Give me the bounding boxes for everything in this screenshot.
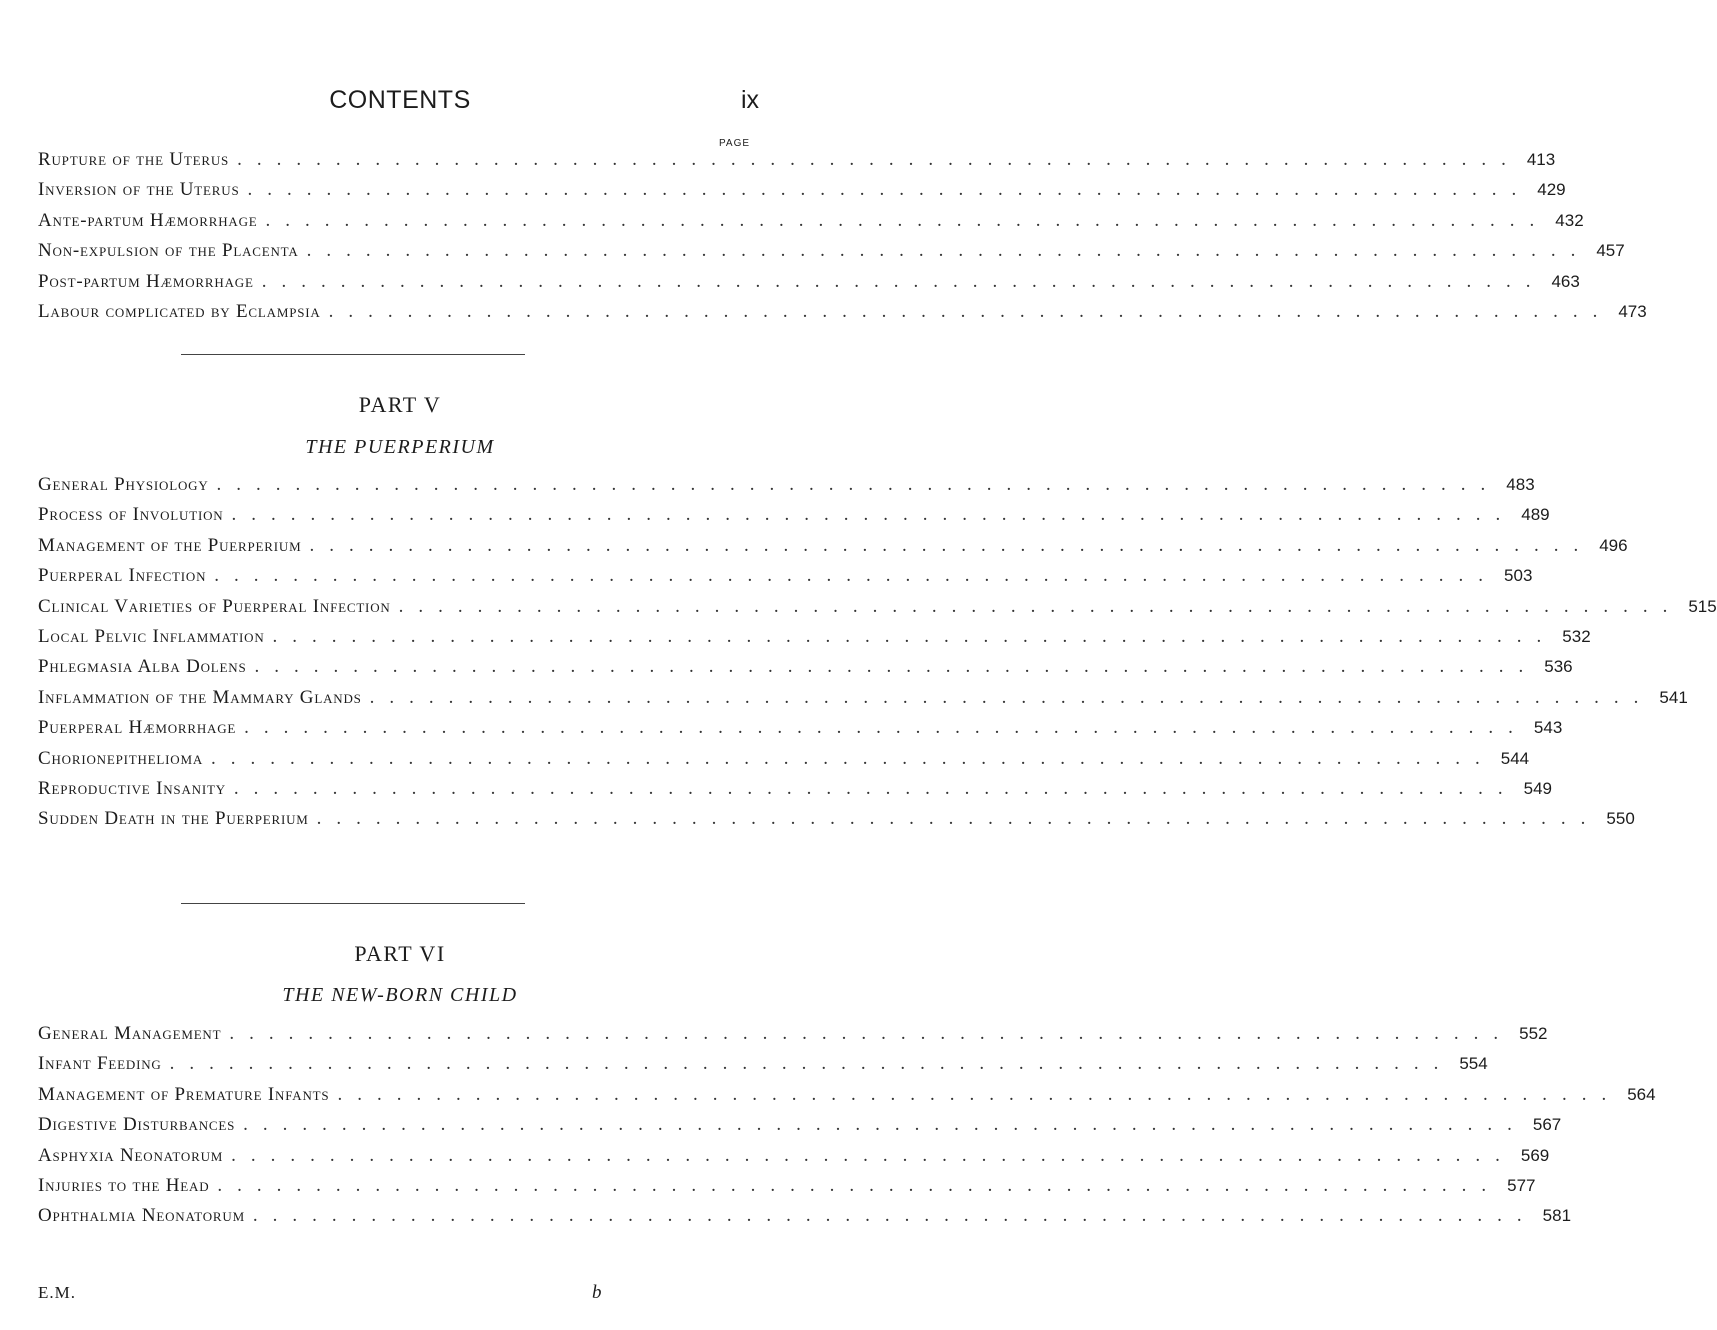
dot-leaders: ................................................................. xyxy=(229,1023,1514,1044)
toc-entry-title: Non-expulsion of the Placenta xyxy=(38,240,299,262)
part-subtitle: THE NEW-BORN CHILD xyxy=(282,984,518,1006)
toc-entry-page: 564 xyxy=(1627,1084,1656,1104)
toc-entry[interactable] xyxy=(38,504,1550,534)
toc-entry-title: Inversion of the Uterus xyxy=(38,179,240,201)
toc-entry-page: 473 xyxy=(1618,301,1647,321)
sheet-mark: b xyxy=(592,1282,602,1303)
toc-entry-title: General Physiology xyxy=(38,474,209,495)
toc-entry[interactable] xyxy=(38,565,1533,595)
dot-leaders: ................................................................. xyxy=(309,534,1594,556)
toc-entry[interactable] xyxy=(38,747,1530,778)
toc-entry[interactable] xyxy=(38,625,1591,656)
toc-entry-page: 550 xyxy=(1606,809,1635,829)
dot-leaders: ................................................................. xyxy=(272,625,1557,647)
toc-entry-page: 413 xyxy=(1526,150,1556,169)
dot-leaders: ................................................................. xyxy=(316,808,1601,830)
toc-entry-page: 496 xyxy=(1599,535,1628,555)
dot-leaders: ................................................................. xyxy=(252,1205,1537,1227)
toc-entry[interactable] xyxy=(38,149,1556,179)
toc-entry[interactable] xyxy=(38,808,1635,838)
dot-leaders: ................................................................. xyxy=(254,656,1539,678)
part-heading: PART V xyxy=(358,392,442,417)
toc-entry-title: Asphyxia Neonatorum xyxy=(38,1144,224,1166)
toc-entry-page: 543 xyxy=(1533,718,1563,738)
toc-section-part-vi xyxy=(38,1023,1656,1236)
section-divider xyxy=(181,354,525,355)
dot-leaders: ................................................................. xyxy=(261,270,1546,292)
dot-leaders: ................................................................. xyxy=(169,1053,1454,1075)
dot-leaders: ................................................................. xyxy=(233,777,1518,799)
toc-entry[interactable] xyxy=(38,1114,1562,1144)
toc-entry-page: 503 xyxy=(1504,566,1533,586)
toc-entry-title: Post-partum Hæmorrhage xyxy=(38,270,254,292)
toc-entry[interactable] xyxy=(38,1053,1488,1083)
toc-entry-title: Management of the Puerperium xyxy=(38,534,302,556)
toc-entry-title: Reproductive Insanity xyxy=(38,777,226,799)
toc-entry[interactable] xyxy=(38,1023,1548,1053)
toc-entry-title: Sudden Death in the Puerperium xyxy=(38,808,309,830)
dot-leaders: ................................................................. xyxy=(214,565,1499,587)
toc-entry-page: 569 xyxy=(1520,1145,1550,1165)
toc-entry-page: 554 xyxy=(1459,1054,1488,1074)
toc-entry[interactable] xyxy=(38,1083,1656,1114)
toc-entry-page: 581 xyxy=(1542,1206,1572,1226)
toc-entry-title: Ante-partum Hæmorrhage xyxy=(38,209,258,231)
toc-entry[interactable] xyxy=(38,179,1566,209)
toc-entry-page: 457 xyxy=(1596,241,1625,261)
dot-leaders: ................................................................. xyxy=(216,474,1501,495)
toc-entry[interactable] xyxy=(38,595,1717,626)
toc-entry-page: 577 xyxy=(1507,1175,1536,1195)
toc-entry-title: Phlegmasia Alba Dolens xyxy=(38,656,247,678)
toc-entry-title: Clinical Varieties of Puerperal Infection xyxy=(38,595,391,617)
toc-entry[interactable] xyxy=(38,534,1628,565)
part-subtitle: THE PUERPERIUM xyxy=(305,436,495,458)
dot-leaders: ................................................................. xyxy=(211,747,1495,769)
dot-leaders: ................................................................. xyxy=(231,1144,1515,1166)
toc-entry[interactable] xyxy=(38,777,1553,808)
page-column-label: PAGE xyxy=(719,138,751,149)
toc-entry[interactable] xyxy=(38,656,1573,686)
toc-entry-page: 463 xyxy=(1551,271,1580,291)
toc-entry[interactable] xyxy=(38,1205,1572,1235)
toc-entry-page: 429 xyxy=(1537,180,1566,200)
dot-leaders: ................................................................. xyxy=(328,300,1613,322)
toc-entry-page: 432 xyxy=(1555,210,1584,230)
toc-entry-page: 536 xyxy=(1544,657,1573,677)
dot-leaders: ................................................................. xyxy=(398,595,1683,617)
toc-entry[interactable] xyxy=(38,1174,1536,1205)
toc-entry[interactable] xyxy=(38,270,1580,301)
toc-entry-page: 489 xyxy=(1521,505,1550,525)
toc-entry-title: Ophthalmia Neonatorum xyxy=(38,1205,245,1227)
dot-leaders: ................................................................. xyxy=(337,1083,1622,1105)
toc-entry-title: Infant Feeding xyxy=(38,1053,162,1075)
toc-entry-title: Labour complicated by Eclampsia xyxy=(38,300,321,322)
dot-leaders: ................................................................. xyxy=(237,149,1521,170)
toc-entry-page: 567 xyxy=(1532,1115,1562,1135)
toc-entry-title: Process of Involution xyxy=(38,504,224,526)
toc-entry-page: 483 xyxy=(1506,475,1535,494)
toc-entry-title: Digestive Disturbances xyxy=(38,1114,236,1136)
signature-mark: E.M. xyxy=(38,1283,76,1302)
section-divider xyxy=(181,903,525,904)
dot-leaders: ................................................................. xyxy=(244,717,1528,739)
dot-leaders: ................................................................. xyxy=(306,240,1591,262)
toc-entry[interactable] xyxy=(38,209,1584,240)
toc-entry-title: General Management xyxy=(38,1023,222,1044)
toc-entry-title: Rupture of the Uterus xyxy=(38,149,230,170)
toc-section-part-v xyxy=(38,474,1717,839)
running-head xyxy=(0,86,800,126)
toc-entry-title: Chorionepithelioma xyxy=(38,747,204,769)
toc-entry[interactable] xyxy=(38,240,1625,270)
toc-entry[interactable] xyxy=(38,474,1535,504)
page-number: ix xyxy=(741,86,760,114)
part-heading: PART VI xyxy=(354,941,446,966)
toc-section-continued xyxy=(38,149,1647,331)
dot-leaders: ................................................................. xyxy=(247,179,1532,201)
toc-entry-page: 552 xyxy=(1519,1024,1548,1043)
page-title: CONTENTS xyxy=(329,86,471,114)
toc-entry-page: 515 xyxy=(1688,596,1717,616)
toc-entry-title: Inflammation of the Mammary Glands xyxy=(38,686,362,708)
toc-entry-title: Puerperal Infection xyxy=(38,565,207,587)
toc-entry-page: 541 xyxy=(1659,687,1688,707)
dot-leaders: ................................................................. xyxy=(265,209,1550,231)
dot-leaders: ................................................................. xyxy=(369,686,1654,708)
toc-entry[interactable] xyxy=(38,1144,1550,1175)
toc-entry-title: Injuries to the Head xyxy=(38,1174,210,1196)
toc-entry[interactable] xyxy=(38,717,1563,747)
dot-leaders: ................................................................. xyxy=(243,1114,1527,1136)
toc-entry-title: Puerperal Hæmorrhage xyxy=(38,717,237,739)
toc-entry-page: 549 xyxy=(1523,778,1553,798)
toc-entry[interactable] xyxy=(38,686,1688,717)
toc-entry[interactable] xyxy=(38,300,1647,331)
toc-entry-page: 544 xyxy=(1500,748,1530,768)
dot-leaders: ................................................................. xyxy=(217,1174,1502,1196)
toc-entry-title: Management of Premature Infants xyxy=(38,1083,330,1105)
dot-leaders: ................................................................. xyxy=(231,504,1516,526)
toc-entry-title: Local Pelvic Inflammation xyxy=(38,625,265,647)
toc-entry-page: 532 xyxy=(1562,626,1591,646)
